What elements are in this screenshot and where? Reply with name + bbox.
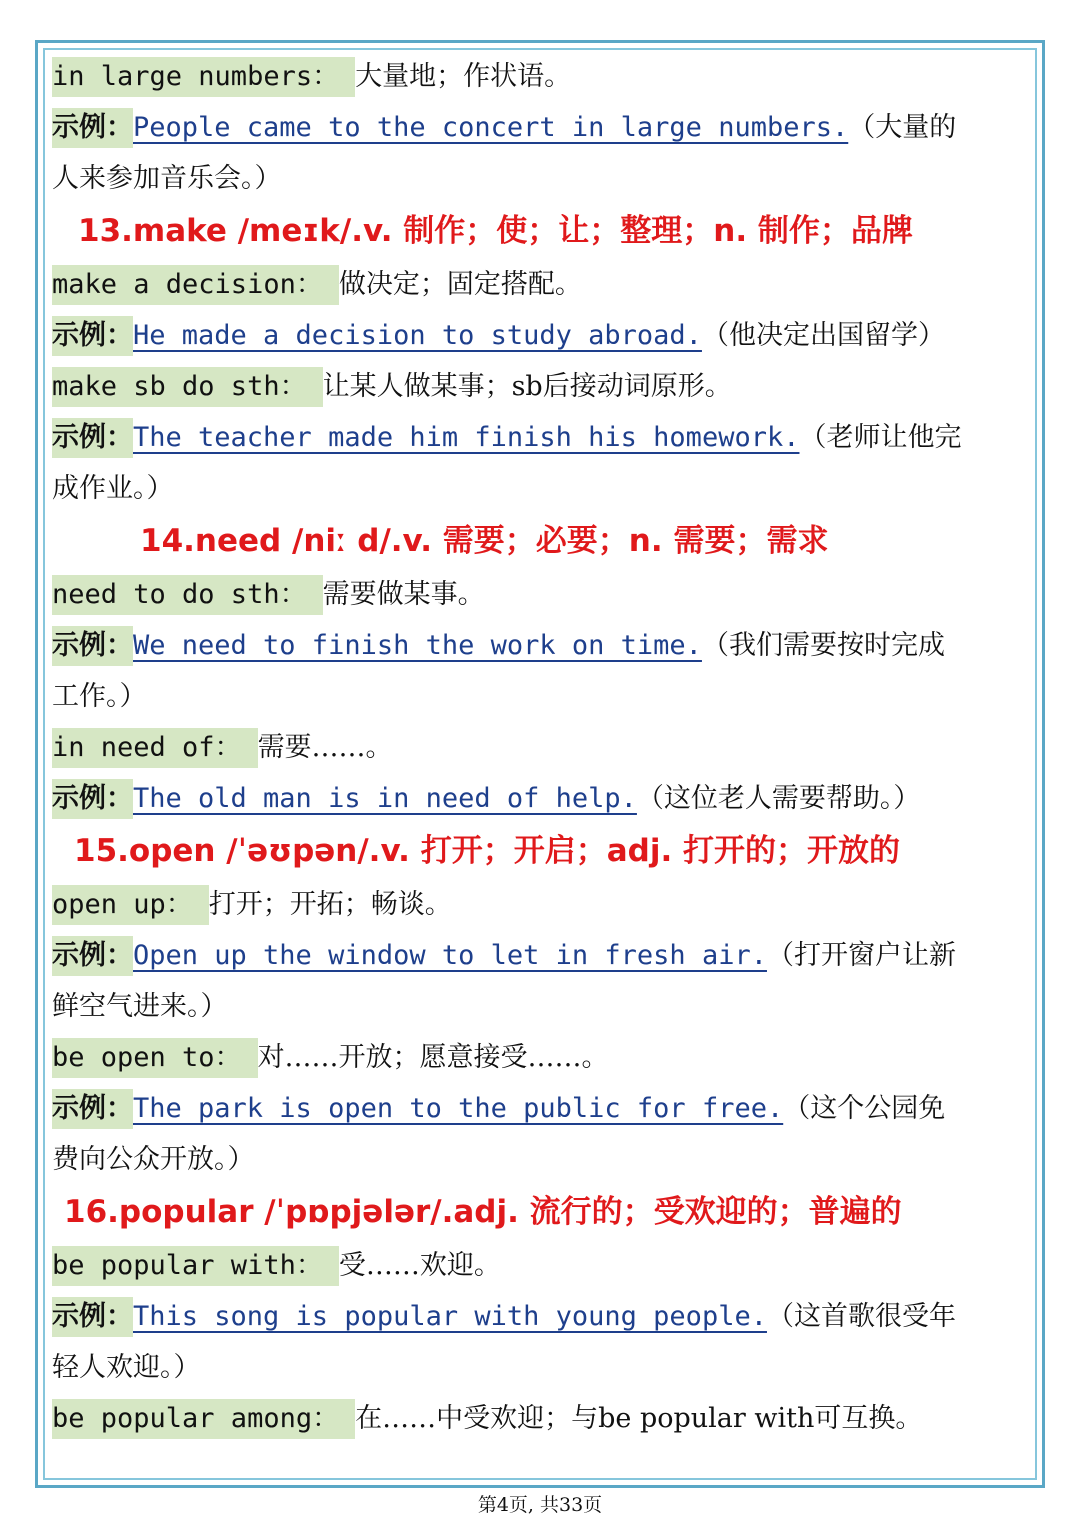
- example-line: [52, 620, 1020, 722]
- example-translation-continued: 人来参加音乐会。）: [52, 163, 282, 194]
- example-label: 示例：: [52, 418, 133, 458]
- phrase-line: [52, 569, 1020, 620]
- phrase-definition: 需要……。: [257, 732, 393, 763]
- example-translation: （这位老人需要帮助。）: [636, 783, 921, 814]
- example-label: 示例：: [52, 316, 133, 356]
- example-sentence: This song is popular with young people.: [133, 1301, 767, 1332]
- example-sentence: The old man is in need of help.: [133, 783, 637, 814]
- example-line: [52, 412, 1020, 514]
- phrase-definition: 在……中受欢迎；与be popular with可互换。: [355, 1403, 923, 1434]
- page-footer: 第4页, 共33页: [477, 1494, 603, 1516]
- example-translation: （大量的: [848, 112, 957, 143]
- phrase-line: [52, 1032, 1020, 1083]
- example-translation: （这首歌很受年: [766, 1301, 956, 1332]
- example-label: 示例：: [52, 1089, 133, 1129]
- example-translation: （我们需要按时完成: [701, 630, 945, 661]
- phrase-line: [52, 1393, 1020, 1444]
- phrase-definition: 对……开放；愿意接受……。: [257, 1042, 609, 1073]
- example-translation-continued: 鲜空气进来。）: [52, 991, 228, 1022]
- example-translation: （他决定出国留学）: [701, 320, 945, 351]
- example-label: 示例：: [52, 626, 133, 666]
- word-heading: 13.make /meɪk/.v. 制作；使；让；整理；n. 制作；品牌: [78, 213, 913, 249]
- phrase-definition: 让某人做某事；sb后接动词原形。: [322, 371, 732, 402]
- example-sentence: He made a decision to study abroad.: [133, 320, 702, 351]
- example-line: [52, 1083, 1020, 1185]
- phrase-term: in need of：: [52, 728, 258, 768]
- example-line: [52, 1291, 1020, 1393]
- word-heading: 14.need /niː d/.v. 需要；必要；n. 需要；需求: [140, 523, 829, 559]
- phrase-term: be open to：: [52, 1038, 258, 1078]
- example-sentence: The teacher made him finish his homework.: [133, 422, 800, 453]
- example-translation: （老师让他完: [799, 422, 962, 453]
- vocabulary-content: [52, 51, 1020, 1444]
- example-sentence: We need to finish the work on time.: [133, 630, 702, 661]
- example-translation-continued: 工作。）: [52, 681, 147, 712]
- phrase-line: [52, 51, 1020, 102]
- phrase-term: be popular among：: [52, 1399, 355, 1439]
- word-heading: 15.open /ˈəʊpən/.v. 打开；开启；adj. 打开的；开放的: [74, 833, 901, 869]
- phrase-term: make sb do sth：: [52, 367, 323, 407]
- phrase-term: in large numbers：: [52, 57, 355, 97]
- phrase-definition: 大量地；作状语。: [355, 61, 572, 92]
- example-sentence: People came to the concert in large numbers.: [133, 112, 849, 143]
- example-sentence: The park is open to the public for free.: [133, 1093, 784, 1124]
- example-line: [52, 930, 1020, 1032]
- phrase-term: open up：: [52, 885, 209, 925]
- phrase-term: be popular with：: [52, 1246, 339, 1286]
- phrase-definition: 做决定；固定搭配。: [338, 269, 582, 300]
- example-label: 示例：: [52, 108, 133, 148]
- example-translation: （这个公园免: [783, 1093, 946, 1124]
- phrase-term: make a decision：: [52, 265, 339, 305]
- example-line: [52, 102, 1020, 204]
- example-line: [52, 310, 1020, 361]
- word-heading: 16.popular /ˈpɒpjələr/.adj. 流行的；受欢迎的；普遍的: [64, 1194, 902, 1230]
- phrase-definition: 受……欢迎。: [338, 1250, 501, 1281]
- example-label: 示例：: [52, 779, 133, 819]
- example-translation-continued: 成作业。）: [52, 473, 174, 504]
- example-label: 示例：: [52, 1297, 133, 1337]
- phrase-line: [52, 1240, 1020, 1291]
- example-label: 示例：: [52, 936, 133, 976]
- phrase-line: [52, 722, 1020, 773]
- phrase-term: need to do sth：: [52, 575, 323, 615]
- example-translation-continued: 费向公众开放。）: [52, 1144, 255, 1175]
- phrase-definition: 需要做某事。: [322, 579, 485, 610]
- phrase-line: [52, 361, 1020, 412]
- phrase-line: [52, 879, 1020, 930]
- phrase-line: [52, 259, 1020, 310]
- example-sentence: Open up the window to let in fresh air.: [133, 940, 767, 971]
- example-translation-continued: 轻人欢迎。）: [52, 1352, 201, 1383]
- example-line: [52, 773, 1020, 824]
- example-translation: （打开窗户让新: [766, 940, 956, 971]
- phrase-definition: 打开；开拓；畅谈。: [208, 889, 452, 920]
